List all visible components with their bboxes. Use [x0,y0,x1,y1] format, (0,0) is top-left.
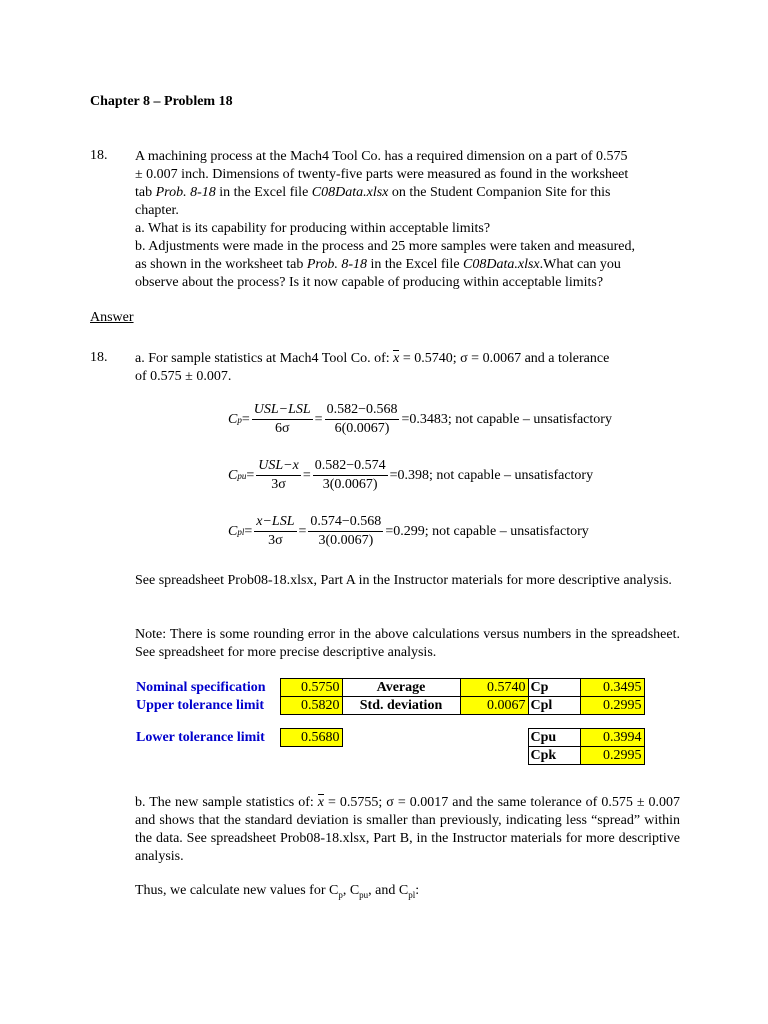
rounding-note: Note: There is some rounding error in the above calculations versus numbers in the spreadsheet. See spreadsheet for more precise descriptive analysis. [135,627,680,660]
nominal-value: 0.5750 [280,679,342,697]
equation-cpu: C pu = $\frac{\text{USL−x}}{3\sigma}$ = $\frac{0.582-0.574}{3(0.0067)}$ =0.398 ; not capable – unsatisfactory [228,458,594,492]
average-value: 0.5740 [460,679,528,697]
x-bar-symbol: x [317,795,325,810]
upper-value: 0.5820 [280,697,342,715]
thus-line: Thus, we calculate new values for $C_p$, $C_{pu}$, and $C_{pl}$: [135,883,420,900]
average-label: Average [342,679,460,697]
std-label: Std. deviation [342,697,460,715]
cpu-value: 0.3994 [580,729,644,747]
equation-cpl: C pl = $\frac{\text{x−LSL}}{3\sigma}$ = $\frac{0.574-0.568}{3(0.0067)}$ =0.299 ; not capable – unsatisfactory [228,514,589,548]
lower-value: 0.5680 [280,729,342,747]
cpl-value: 0.2995 [580,697,644,715]
answer-heading: Answer [90,310,134,325]
table-row [134,697,644,715]
problem-line: A machining process at the Mach4 Tool Co. has a required dimension on a part of 0.575 [135,149,628,164]
problem-line: tab Prob. 8-18 in the Excel file C08Data.xlsx on the Student Companion Site for this [135,185,611,200]
table-row [134,679,644,697]
equation-cp: C p = $\frac{\text{USL−LSL}}{6\sigma}$ = $\frac{0.582-0.568}{6(0.0067)}$ =0.3483 ; not capable – unsatisfactory [228,402,612,436]
spreadsheet-table [134,678,645,765]
question-a: a. What is its capability for producing within acceptable limits? [135,221,491,236]
problem-text [135,148,680,292]
cpu-label: Cpu [528,729,580,747]
answer-number: 18. [90,350,108,365]
cpk-label: Cpk [528,747,580,765]
x-bar-symbol: x [393,351,400,366]
question-b: b. Adjustments were made in the process and 25 more samples were taken and measured, [135,239,635,254]
table-row [134,747,644,765]
problem-line: ± 0.007 inch. Dimensions of twenty-five parts were measured as found in the worksheet [135,167,629,182]
answer-a-text: a. For sample statistics at Mach4 Tool Co. of: x = 0.5740; σ = 0.0067 and a tolerance of 0.575 ± 0.007. [135,351,610,384]
table-row [134,729,644,747]
lower-label: Lower tolerance limit [136,729,265,745]
part-b-text: b. The new sample statistics of: x = 0.5755; σ = 0.0017 and the same tolerance of 0.575 ± 0.007 and shows that the standard deviation is smaller than previously, indicating less “spread” within the data. See spreadsheet Prob08-18.xlsx, Part B, in the Instructor materials for more descriptive analysis. [135,795,681,864]
std-value: 0.0067 [460,697,528,715]
cp-label: Cp [528,679,580,697]
page-title: Chapter 8 – Problem 18 [90,94,233,109]
question-b: observe about the process? Is it now capable of producing within acceptable limits? [135,275,604,290]
cpl-label: Cpl [528,697,580,715]
upper-label: Upper tolerance limit [136,697,265,713]
see-spreadsheet-a: See spreadsheet Prob08-18.xlsx, Part A in the Instructor materials for more descriptive analysis. [135,573,672,588]
nominal-label: Nominal specification [136,679,266,695]
problem-line: chapter. [135,203,179,218]
cpk-value: 0.2995 [580,747,644,765]
cp-value: 0.3495 [580,679,644,697]
problem-number: 18. [90,148,108,163]
question-b: as shown in the worksheet tab Prob. 8-18 in the Excel file C08Data.xlsx.What can you [135,257,621,272]
